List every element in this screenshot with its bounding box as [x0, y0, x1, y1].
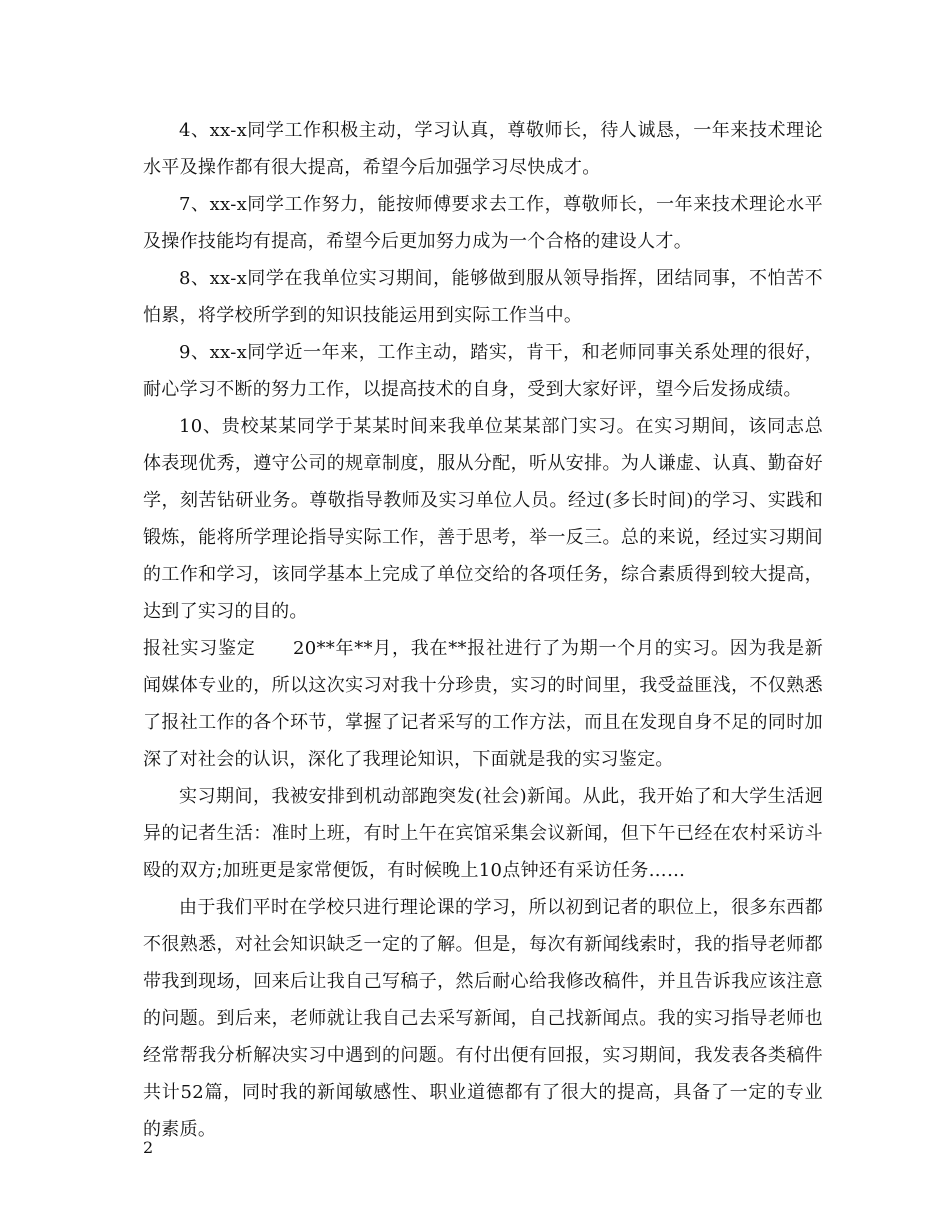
paragraph-evaluation-4: 4、xx-x同学工作积极主动，学习认真，尊敬师长，待人诚恳，一年来技术理论水平及操作都有很大提高，希望今后加强学习尽快成才。	[143, 120, 823, 178]
paragraph-internship-assignment: 实习期间，我被安排到机动部跑突发(社会)新闻。从此，我开始了和大学生活迥异的记者生活：准时上班，有时上午在宾馆采集会议新闻，但下午已经在农村采访斗殴的双方;加班更是家常便饭，有时候晚上10点钟还有采访任务……	[143, 786, 823, 881]
paragraph-evaluation-9: 9、xx-x同学近一年来，工作主动，踏实，肯干，和老师同事关系处理的很好，耐心学习不断的努力工作，以提高技术的自身，受到大家好评，望今后发扬成绩。	[143, 342, 823, 400]
document-body	[143, 112, 823, 1148]
paragraph-internship-learning: 由于我们平时在学校只进行理论课的学习，所以初到记者的职位上，很多东西都不很熟悉，对社会知识缺乏一定的了解。但是，每次有新闻线索时，我的指导老师都带我到现场，回来后让我自己写稿子，然后耐心给我修改稿件，并且告诉我应该注意的问题。到后来，老师就让我自己去采写新闻，自己找新闻点。我的实习指导老师也经常帮我分析解决实习中遇到的问题。有付出便有回报，实习期间，我发表各类稿件共计52篇，同时我的新闻敏感性、职业道德都有了很大的提高，具备了一定的专业的素质。	[143, 897, 823, 1140]
paragraph-newspaper-internship-intro: 报社实习鉴定 20**年**月，我在**报社进行了为期一个月的实习。因为我是新闻媒体专业的，所以这次实习对我十分珍贵，实习的时间里，我受益匪浅，不仅熟悉了报社工作的各个环节，掌握了记者采写的工作方法，而且在发现自身不足的同时加深了对社会的认识，深化了我理论知识，下面就是我的实习鉴定。	[143, 638, 823, 770]
page-number: 2	[143, 1138, 154, 1157]
paragraph-evaluation-8: 8、xx-x同学在我单位实习期间，能够做到服从领导指挥，团结同事，不怕苦不怕累，将学校所学到的知识技能运用到实际工作当中。	[143, 268, 823, 326]
paragraph-evaluation-7: 7、xx-x同学工作努力，能按师傅要求去工作，尊敬师长，一年来技术理论水平及操作技能均有提高，希望今后更加努力成为一个合格的建设人才。	[143, 194, 823, 252]
paragraph-evaluation-10: 10、贵校某某同学于某某时间来我单位某某部门实习。在实习期间，该同志总体表现优秀，遵守公司的规章制度，服从分配，听从安排。为人谦虚、认真、勤奋好学，刻苦钻研业务。尊敬指导教师及实习单位人员。经过(多长时间)的学习、实践和锻炼，能将所学理论指导实际工作，善于思考，举一反三。总的来说，经过实习期间的工作和学习，该同学基本上完成了单位交给的各项任务，综合素质得到较大提高，达到了实习的目的。	[143, 416, 823, 622]
